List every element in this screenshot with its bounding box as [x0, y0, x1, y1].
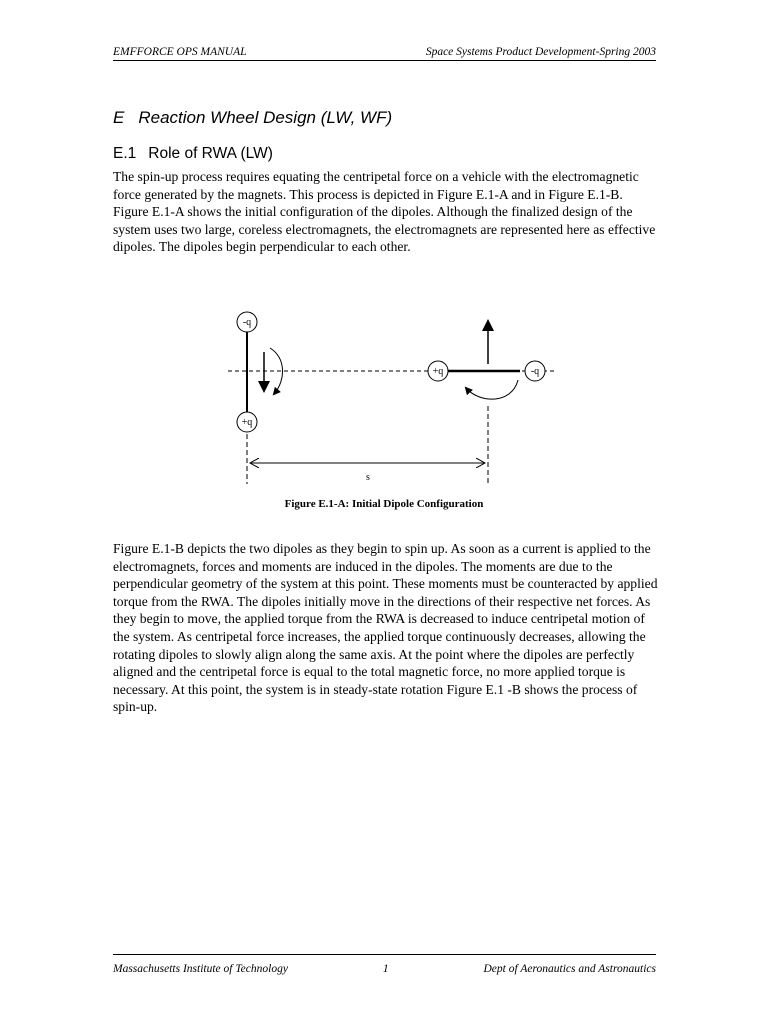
figure-caption: Figure E.1-A: Initial Dipole Configuration — [284, 498, 484, 510]
section-heading — [113, 108, 392, 128]
footer-left: Massachusetts Institute of Technology — [113, 963, 288, 975]
subsection-heading — [113, 145, 273, 163]
page-footer — [113, 954, 656, 975]
footer-right: Dept of Aeronautics and Astronautics — [483, 963, 656, 975]
label-pos-q-left: +q — [241, 417, 253, 428]
subsection-number: E.1 — [113, 145, 137, 162]
dipole-figure — [220, 300, 560, 490]
paragraph-spinup: Figure E.1-B depicts the two dipoles as they begin to spin up. As soon as a current is applied to the electromagnets, forces and moments are induced in the dipoles. The moments are due to the perpendicular geometry of the system at this point. These moments must be counteracted by applied torque from the RWA. The dipoles initially move in the directions of their respective net forces. As they begin to move, the applied torque from the RWA is decreased to induce centripetal motion of the system. As centripetal force increases, the applied torque continuously decreases, allowing the rotating dipoles to slowly align along the same axis. At the point where the dipoles are perfectly aligned and the centripetal force is equal to the total magnetic force, no more applied torque is necessary. At this point, the system is in steady-state rotation Figure E.1 -B shows the process of spin-up. — [113, 541, 658, 715]
section-number: E — [113, 108, 125, 127]
page-number: 1 — [382, 963, 389, 975]
section-title: Reaction Wheel Design (LW, WF) — [138, 108, 393, 127]
header-right: Space Systems Product Development-Spring 2003 — [425, 46, 656, 58]
label-separation: s — [366, 472, 370, 483]
label-neg-q-right: -q — [530, 366, 540, 377]
paragraph-intro: The spin-up process requires equating the centripetal force on a vehicle with the electromagnetic force generated by the magnets. This process is depicted in Figure E.1-A and in Figure E.1-B. Figure E.1-A shows the initial configuration of the dipoles. Although the finalized design of the system uses two large, coreless electromagnets, the electromagnets are represented here as effective dipoles. The dipoles begin perpendicular to each other. — [113, 169, 656, 255]
header-left: EMFFORCE OPS MANUAL — [113, 46, 247, 58]
page-header — [113, 46, 656, 61]
right-moment-arrow — [466, 380, 518, 399]
label-pos-q-right: +q — [432, 366, 444, 377]
dipole-diagram — [220, 300, 560, 490]
label-neg-q-left: -q — [242, 317, 252, 328]
subsection-title: Role of RWA (LW) — [148, 145, 273, 162]
